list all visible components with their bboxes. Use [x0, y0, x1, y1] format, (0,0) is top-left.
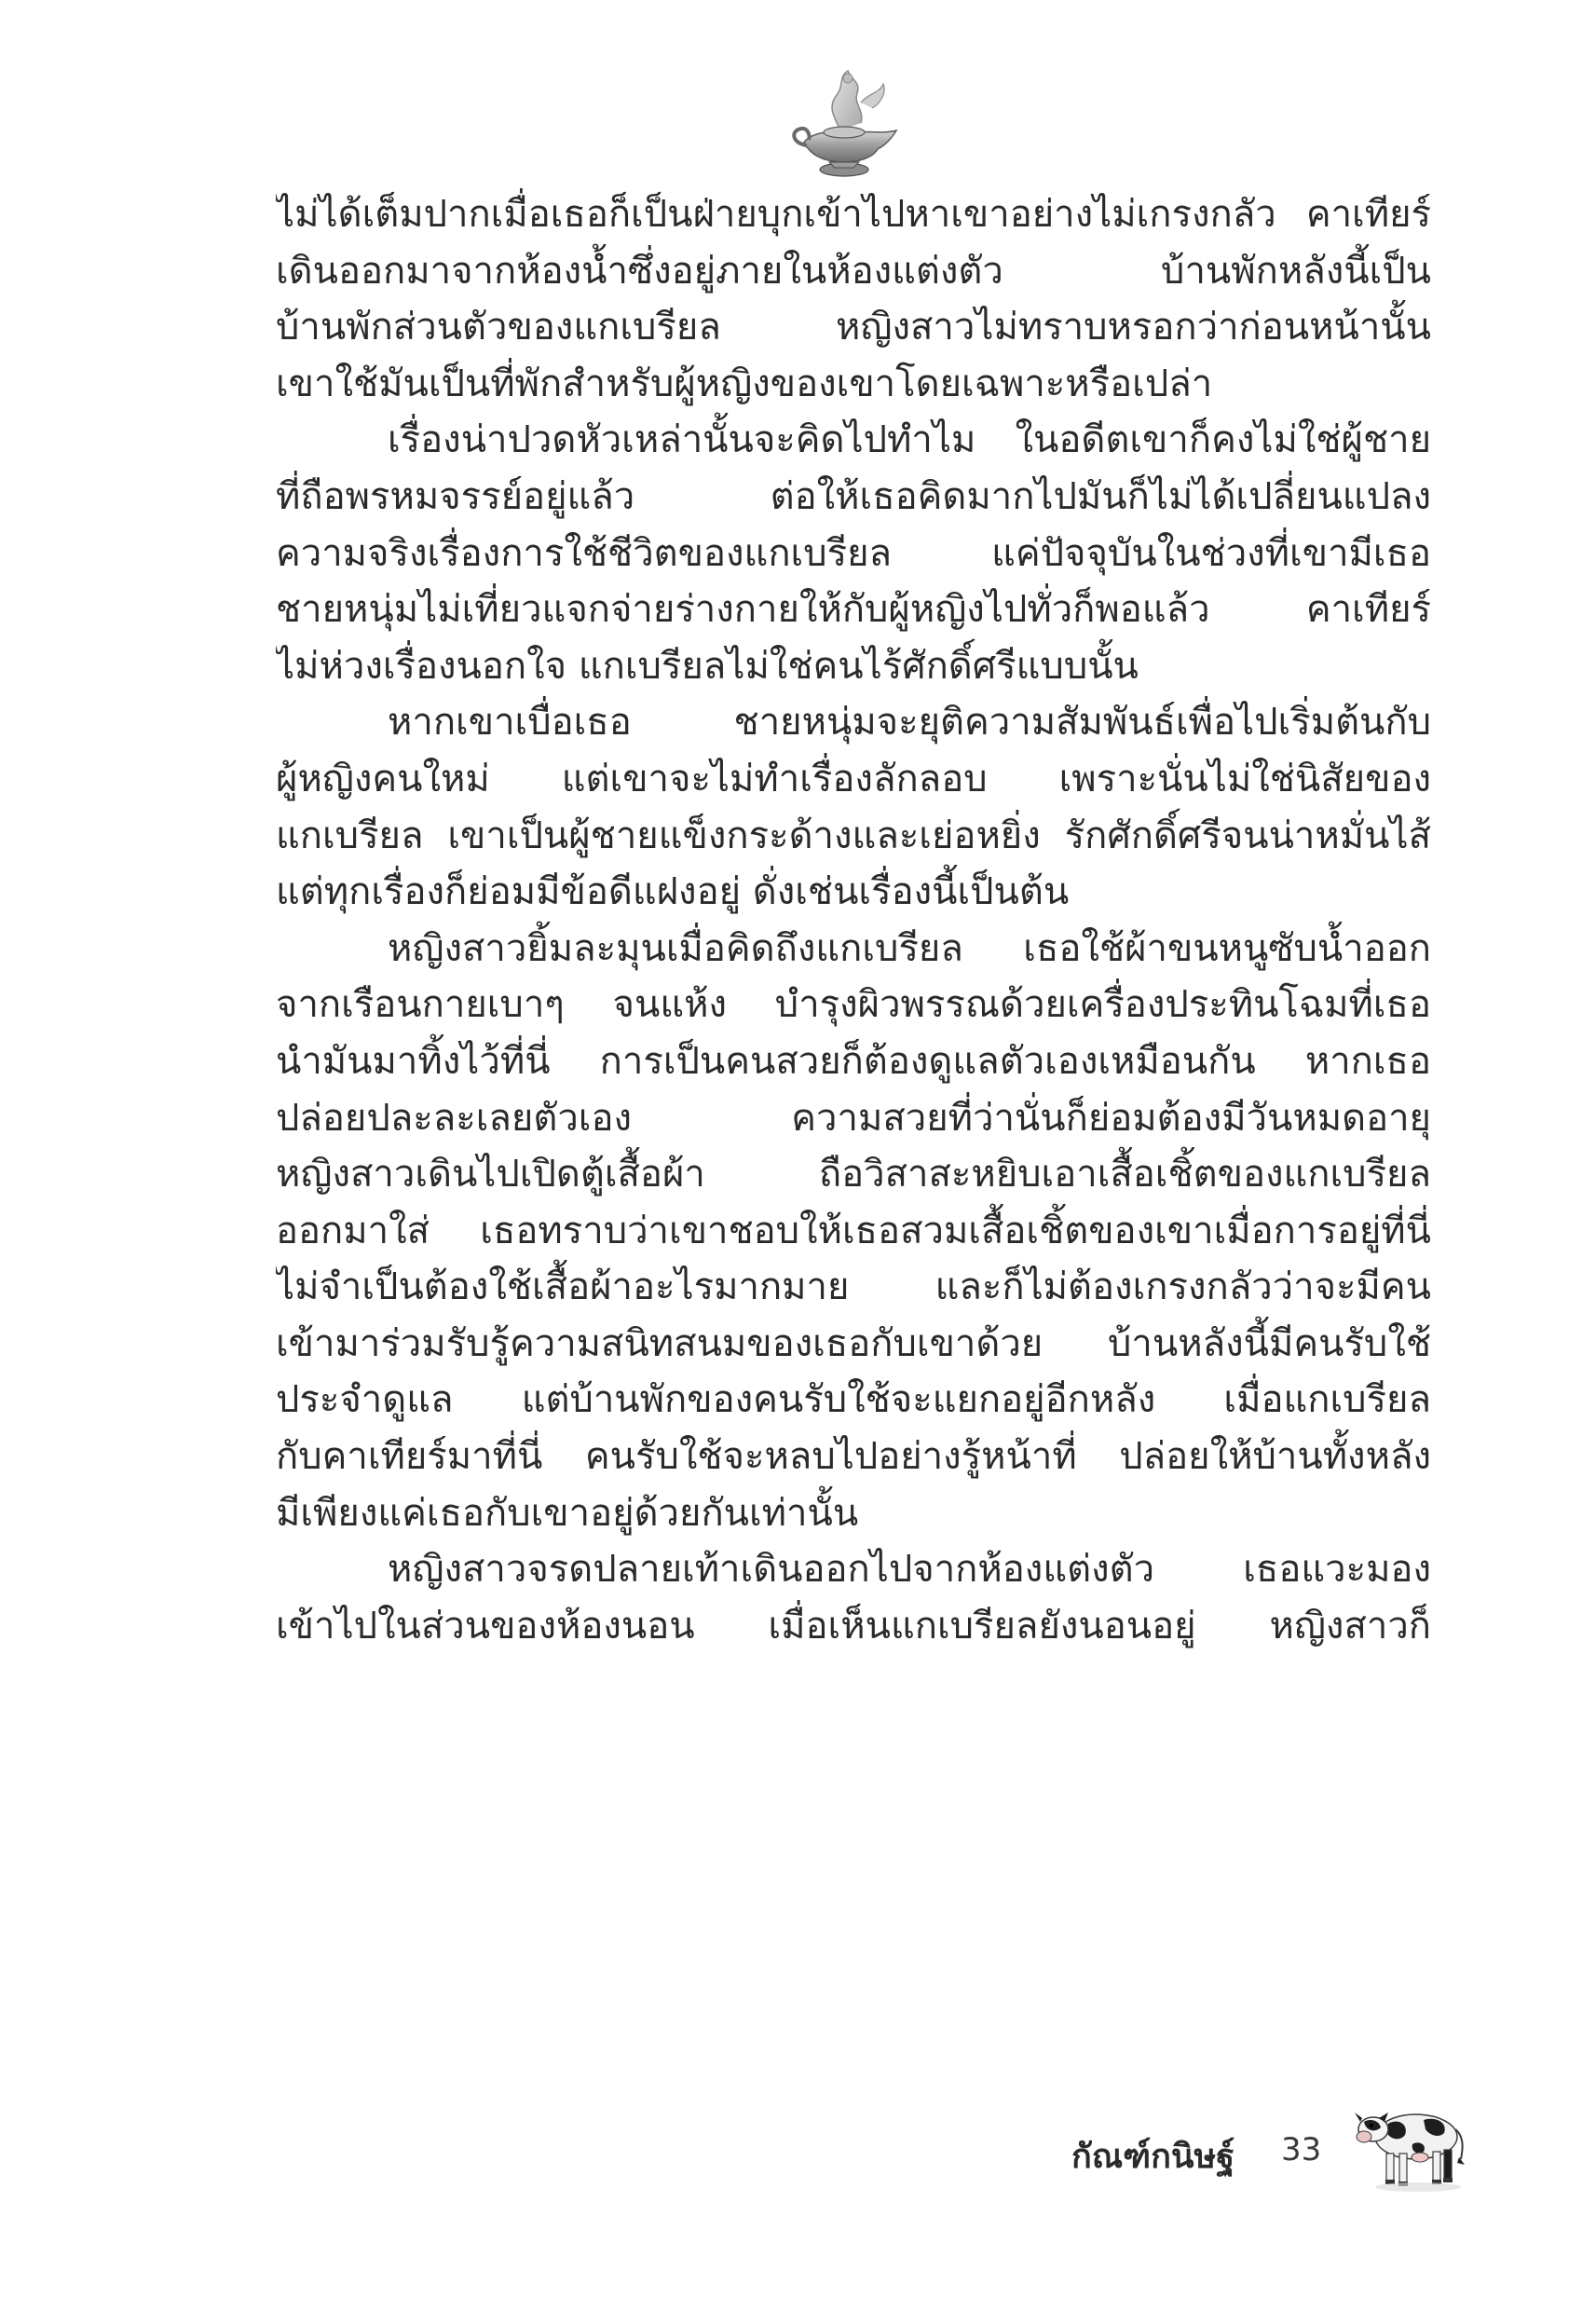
- text-line: ปล่อยปละละเลยตัวเอง ความสวยที่ว่านั่นก็ย่อมต้องมีวันหมดอายุ: [276, 1096, 1431, 1140]
- text-line: ไม่ได้เต็มปากเมื่อเธอก็เป็นฝ่ายบุกเข้าไปหาเขาอย่างไม่เกรงกลัว คาเทียร์: [276, 193, 1431, 236]
- text-line: เดินออกมาจากห้องน้ำซึ่งอยู่ภายในห้องแต่งตัว บ้านพักหลังนี้เป็น: [276, 249, 1431, 293]
- text-line: ชายหนุ่มไม่เที่ยวแจกจ่ายร่างกายให้กับผู้หญิงไปทั่วก็พอแล้ว คาเทียร์: [276, 588, 1431, 632]
- genie-lamp-icon: [783, 65, 913, 186]
- text-line: ผู้หญิงคนใหม่ แต่เขาจะไม่ทำเรื่องลักลอบ เพราะนั่นไม่ใช่นิสัยของ: [276, 757, 1431, 800]
- text-line: เรื่องน่าปวดหัวเหล่านั้นจะคิดไปทำไม ในอดีตเขาก็คงไม่ใช่ผู้ชาย: [388, 418, 1431, 462]
- text-line: หญิงสาวยิ้มละมุนเมื่อคิดถึงแกเบรียล เธอใช้ผ้าขนหนูซับน้ำออก: [388, 926, 1431, 970]
- page-number: 33: [1281, 2131, 1322, 2168]
- text-line: ที่ถือพรหมจรรย์อยู่แล้ว ต่อให้เธอคิดมากไปมันก็ไม่ได้เปลี่ยนแปลง: [276, 474, 1431, 518]
- text-line: เข้ามาร่วมรับรู้ความสนิทสนมของเธอกับเขาด้วย บ้านหลังนี้มีคนรับใช้: [276, 1321, 1431, 1365]
- text-line: แกเบรียล เขาเป็นผู้ชายแข็งกระด้างและเย่อหยิ่ง รักศักดิ์ศรีจนน่าหมั่นไส้: [276, 814, 1431, 857]
- text-line: ออกมาใส่ เธอทราบว่าเขาชอบให้เธอสวมเสื้อเชิ้ตของเขาเมื่อการอยู่ที่นี่: [276, 1209, 1431, 1252]
- text-line: เข้าไปในส่วนของห้องนอน เมื่อเห็นแกเบรียลยังนอนอยู่ หญิงสาวก็: [276, 1604, 1431, 1648]
- text-line: หญิงสาวเดินไปเปิดตู้เสื้อผ้า ถือวิสาสะหยิบเอาเสื้อเชิ้ตของแกเบรียล: [276, 1153, 1431, 1197]
- text-line: แต่ทุกเรื่องก็ย่อมมีข้อดีแฝงอยู่ ดั่งเช่นเรื่องนี้เป็นต้น: [276, 870, 1070, 914]
- text-line: ไม่จำเป็นต้องใช้เสื้อผ้าอะไรมากมาย และก็ไม่ต้องเกรงกลัวว่าจะมีคน: [276, 1265, 1431, 1309]
- text-line: นำมันมาทิ้งไว้ที่นี่ การเป็นคนสวยก็ต้องดูแลตัวเองเหมือนกัน หากเธอ: [276, 1039, 1431, 1083]
- text-line: ประจำดูแล แต่บ้านพักของคนรับใช้จะแยกอยู่อีกหลัง เมื่อแกเบรียล: [276, 1378, 1431, 1422]
- book-title: กัณฑ์กนิษฐ์: [1071, 2138, 1235, 2176]
- text-line: ความจริงเรื่องการใช้ชีวิตของแกเบรียล แค่ปัจจุบันในช่วงที่เขามีเธอ: [276, 531, 1431, 575]
- text-line: เขาใช้มันเป็นที่พักสำหรับผู้หญิงของเขาโดยเฉพาะหรือเปล่า: [276, 362, 1213, 405]
- text-line: จากเรือนกายเบาๆ จนแห้ง บำรุงผิวพรรณด้วยเครื่องประทินโฉมที่เธอ: [276, 983, 1431, 1027]
- text-line: มีเพียงแค่เธอกับเขาอยู่ด้วยกันเท่านั้น: [276, 1491, 859, 1535]
- text-line: ไม่ห่วงเรื่องนอกใจ แกเบรียลไม่ใช่คนไร้ศักดิ์ศรีแบบนั้น: [276, 644, 1139, 688]
- text-line: หญิงสาวจรดปลายเท้าเดินออกไปจากห้องแต่งตัว เธอแวะมอง: [388, 1548, 1431, 1592]
- body-text: [276, 186, 1431, 1654]
- text-line: หากเขาเบื่อเธอ ชายหนุ่มจะยุติความสัมพันธ์เพื่อไปเริ่มต้นกับ: [388, 701, 1431, 745]
- text-line: กับคาเทียร์มาที่นี่ คนรับใช้จะหลบไปอย่างรู้หน้าที่ ปล่อยให้บ้านทั้งหลัง: [276, 1435, 1431, 1479]
- text-line: บ้านพักส่วนตัวของแกเบรียล หญิงสาวไม่ทราบหรอกว่าก่อนหน้านั้น: [276, 306, 1431, 349]
- page-footer: [0, 2092, 1596, 2204]
- cow-icon: [1351, 2092, 1472, 2195]
